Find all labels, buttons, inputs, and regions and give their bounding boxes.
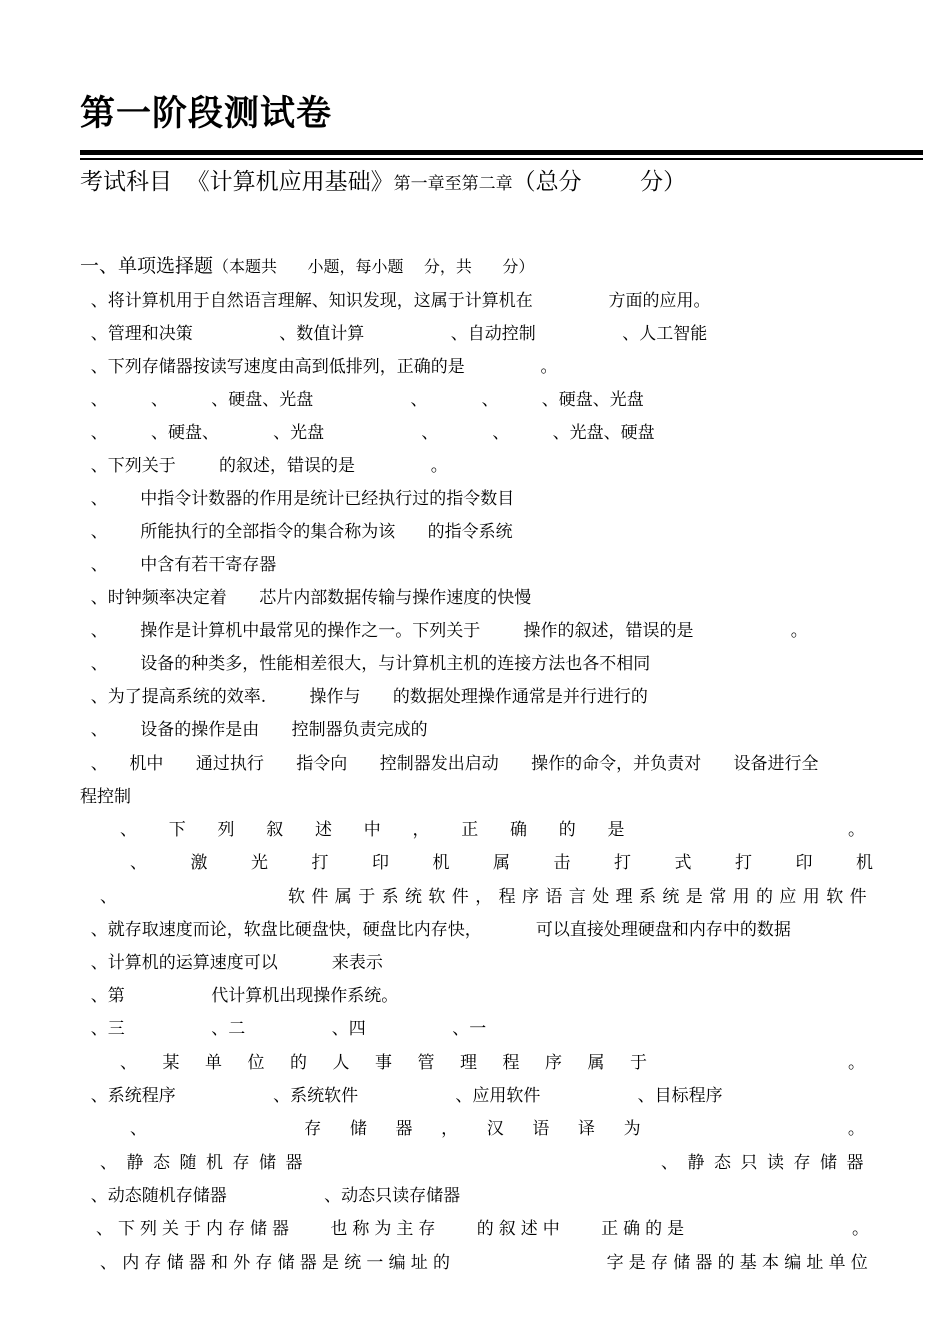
question-line-spaced [130,1118,865,1140]
course-name: 《计算机应用基础》 [186,169,394,195]
glyph: 器 [395,1119,413,1139]
option-line: 、时钟频率决定着 芯片内部数据传输与操作速度的快慢 [80,588,532,608]
glyph: 打 [311,853,329,873]
page-title: 第一阶段测试卷 [80,94,333,134]
spaced-text: 软件属于系统软件，程序语言处理系统是常用的应用软件 [288,887,873,907]
spaced-text: 、静态只读存储器 [661,1153,873,1173]
glyph: 程 [502,1053,520,1073]
glyph: ， [441,1119,459,1139]
question-line: 、 操作是计算机中最常见的操作之一。下列关于 操作的叙述，错误的是 。 [80,621,808,641]
glyph: 下 [168,820,186,840]
option-line-spaced [100,1152,873,1174]
option-line: 、为了提高系统的效率. 操作与 的数据处理操作通常是并行进行的 [80,687,648,707]
glyph: 印 [795,853,813,873]
glyph: 的 [290,1053,307,1073]
option-line-spaced [130,852,873,874]
option-line: 、管理和决策 、数值计算 、自动控制 、人工智能 [80,324,708,344]
question-line: 、下列存储器按读写速度由高到低排列，正确的是 。 [80,357,558,377]
glyph: 为 [623,1119,641,1139]
option-line: 、就存取速度而论，软盘比硬盘快，硬盘比内存快， 可以直接处理硬盘和内存中的数据 [80,920,791,940]
glyph: 光 [251,853,268,873]
glyph: 机 [856,853,873,873]
option-line: 、计算机的运算速度可以 来表示 [80,953,383,973]
exam-subject-line [80,163,686,196]
spaced-text: 字是存储器的基本编址单位 [606,1253,873,1273]
glyph: 确 [510,820,527,840]
spaced-text: 也称为主存 [330,1219,441,1239]
option-line: 、 中含有若干寄存器 [80,555,277,575]
glyph: 人 [332,1053,350,1073]
question-line-spaced [96,1218,869,1240]
option-line-spaced [100,886,873,908]
glyph: 理 [460,1053,477,1073]
glyph: 位 [247,1053,265,1073]
glyph: 印 [372,853,389,873]
glyph: 属 [493,853,510,873]
glyph: 激 [190,853,208,873]
glyph: 、 [120,820,137,840]
glyph: 。 [848,1053,865,1073]
title-rule-thin [80,158,923,160]
glyph: 列 [217,820,235,840]
glyph: 述 [315,820,332,840]
glyph: 。 [848,820,865,840]
glyph: 式 [674,853,692,873]
glyph: 、 [130,853,147,873]
option-line-continued: 程控制 [80,787,131,807]
glyph: 打 [735,853,752,873]
spaced-text: 、下列关于内存储器 [96,1219,294,1239]
glyph: 。 [847,1119,865,1139]
glyph: 、 [100,887,117,907]
option-line: 、 所能执行的全部指令的集合称为该 的指令系统 [80,522,513,542]
glyph: 、 [130,1119,147,1139]
option-line: 、 设备的操作是由 控制器负责完成的 [80,720,428,740]
glyph: 中 [363,820,381,840]
glyph: 单 [205,1053,222,1073]
glyph: 。 [851,1219,869,1239]
question-line-spaced [120,1052,865,1074]
option-line: 、 、硬盘、 、光盘 、 、 、光盘、硬盘 [80,423,655,443]
subject-label: 考试科目 [80,169,187,195]
spaced-text: 、内存储器和外存储器是统一编址的 [100,1253,456,1273]
glyph: 于 [630,1053,647,1073]
section-title: 一、单项选择题 [80,255,214,277]
option-line-spaced [100,1252,873,1274]
option-line: 、 机中 通过执行 指令向 控制器发出启动 操作的命令，并负责对 设备进行全 [80,754,819,774]
chapter-range: 第一章至第二章 [393,174,513,194]
glyph: 正 [461,820,479,840]
spaced-text: 正确的是 [601,1219,690,1239]
glyph: 、 [120,1053,137,1073]
option-line: 、三 、二 、四 、一 [80,1019,487,1039]
glyph: 叙 [266,820,284,840]
glyph: 打 [614,853,631,873]
total-score: （总分 分） [512,169,687,195]
glyph: 击 [553,853,571,873]
glyph: 译 [578,1119,595,1139]
question-line: 、下列关于 的叙述，错误的是 。 [80,456,448,476]
glyph: 汉 [486,1119,504,1139]
title-rule-thick [80,150,923,155]
option-line: 、 、 、硬盘、光盘 、 、 、硬盘、光盘 [80,390,644,410]
glyph: 存 [304,1119,322,1139]
glyph: 属 [587,1053,605,1073]
spaced-text: 、静态随机存储器 [100,1153,312,1173]
question-line: 、第 代计算机出现操作系统。 [80,986,399,1006]
question-line: 、将计算机用于自然语言理解、知识发现，这属于计算机在 方面的应用。 [80,291,711,311]
glyph: 管 [417,1053,435,1073]
glyph: 是 [607,820,625,840]
glyph: 储 [349,1119,367,1139]
section-note: （本题共 小题，每小题 分，共 分） [213,257,535,276]
question-line-spaced [120,819,865,841]
option-line: 、 中指令计数器的作用是统计已经执行过的指令数目 [80,489,515,509]
glyph: ， [412,820,430,840]
glyph: 序 [545,1053,562,1073]
spaced-text: 的叙述中 [476,1219,565,1239]
glyph: 语 [532,1119,550,1139]
option-line: 、 设备的种类多，性能相差很大，与计算机主机的连接方法也各不相同 [80,654,651,674]
option-line: 、动态随机存储器 、动态只读存储器 [80,1186,461,1206]
option-line: 、系统程序 、系统软件 、应用软件 、目标程序 [80,1086,723,1106]
glyph: 的 [558,820,576,840]
glyph: 某 [162,1053,180,1073]
glyph: 机 [432,853,450,873]
section-heading [80,255,534,278]
glyph: 事 [375,1053,392,1073]
